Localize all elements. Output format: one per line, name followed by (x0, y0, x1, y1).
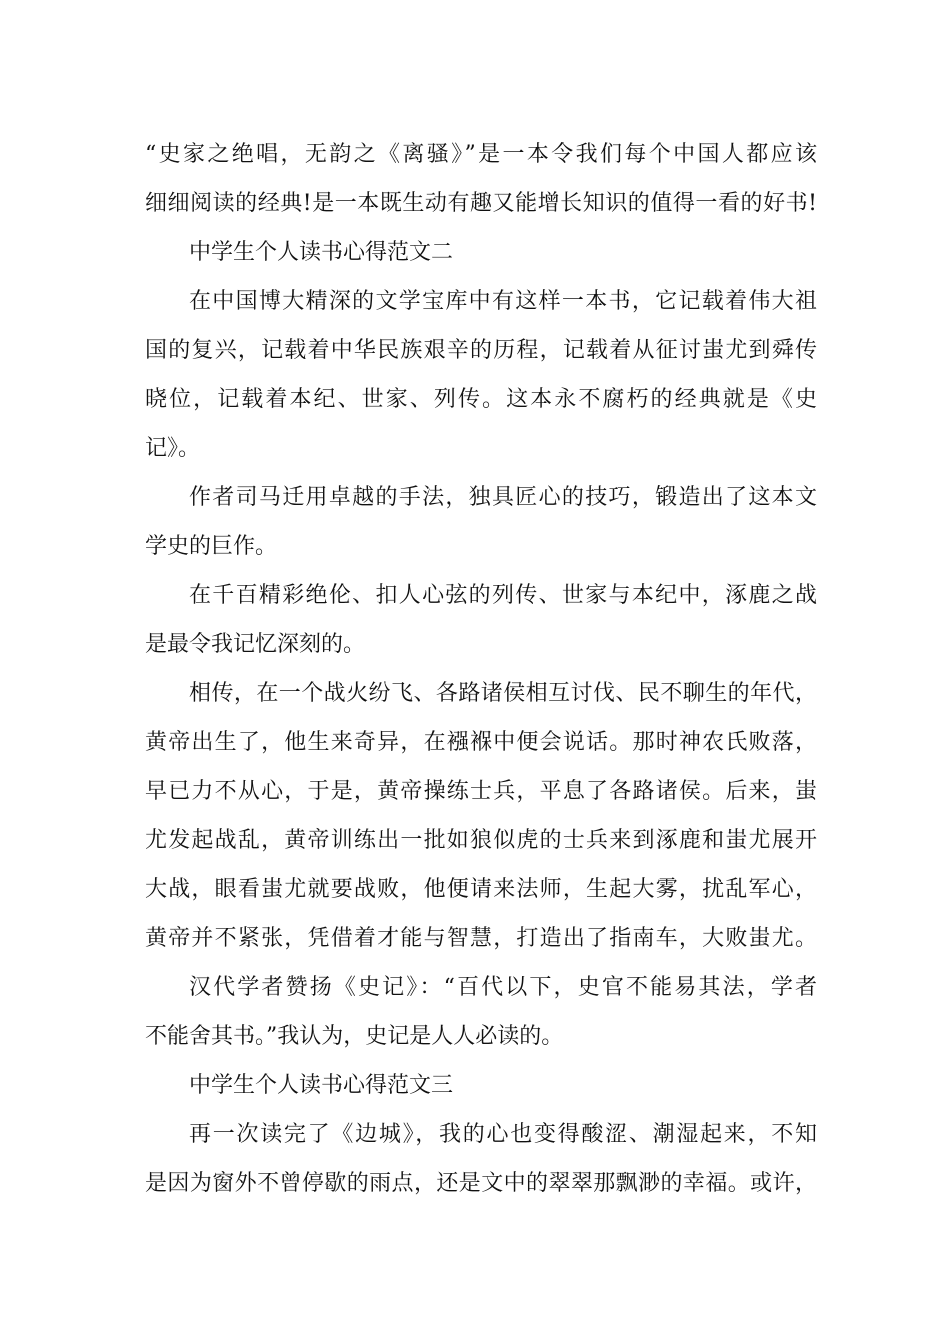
text-line: 在中国博大精深的文学宝库中有这样一本书，它记载着伟大祖 (189, 289, 817, 314)
text-line: 尤发起战乱，黄帝训练出一批如狼似虎的士兵来到涿鹿和蚩尤展开 (145, 828, 817, 853)
text-line: 早已力不从心，于是，黄帝操练士兵，平息了各路诸侯。后来，蚩 (145, 779, 817, 804)
text-line: 黄帝并不紧张，凭借着才能与智慧，打造出了指南车，大败蚩尤。 (145, 926, 817, 951)
text-line: 在千百精彩绝伦、扣人心弦的列传、世家与本纪中，涿鹿之战 (189, 583, 817, 608)
text-line: 细细阅读的经典!是一本既生动有趣又能增长知识的值得一看的好书! (145, 191, 817, 216)
text-line: 相传，在一个战火纷飞、各路诸侯相互讨伐、民不聊生的年代， (189, 681, 817, 706)
text-line: 黄帝出生了，他生来奇异，在襁褓中便会说话。那时神农氏败落， (145, 730, 817, 755)
document-body (145, 130, 817, 1208)
text-line: 是最令我记忆深刻的。 (145, 632, 366, 657)
text-line: “史家之绝唱，无韵之《离骚》”是一本令我们每个中国人都应该 (145, 142, 817, 167)
text-line: 再一次读完了《边城》，我的心也变得酸涩、潮湿起来，不知 (189, 1122, 817, 1147)
section-heading: 中学生个人读书心得范文三 (189, 1073, 454, 1098)
text-line: 作者司马迁用卓越的手法，独具匠心的技巧，锻造出了这本文 (189, 485, 817, 510)
text-line: 学史的巨作。 (145, 534, 278, 559)
text-line: 国的复兴，记载着中华民族艰辛的历程，记载着从征讨蚩尤到舜传 (145, 338, 817, 363)
text-line: 汉代学者赞扬《史记》：“百代以下，史官不能易其法，学者 (189, 975, 817, 1000)
text-line: 大战，眼看蚩尤就要战败，他便请来法师，生起大雾，扰乱军心， (145, 877, 817, 902)
text-line: 晓位，记载着本纪、世家、列传。这本永不腐朽的经典就是《史 (145, 387, 817, 412)
section-heading: 中学生个人读书心得范文二 (189, 240, 454, 265)
text-line: 记》。 (145, 436, 201, 461)
text-line: 是因为窗外不曾停歇的雨点，还是文中的翠翠那飘渺的幸福。或许， (145, 1171, 817, 1196)
text-line: 不能舍其书。”我认为，史记是人人必读的。 (145, 1024, 564, 1049)
